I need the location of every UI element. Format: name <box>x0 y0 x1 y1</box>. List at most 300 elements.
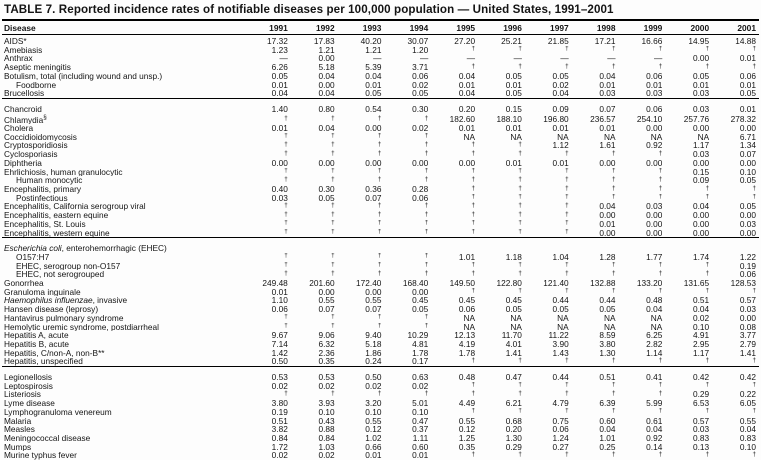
rate-cell: 10.29 <box>384 331 431 340</box>
rate-cell <box>244 168 291 177</box>
rate-cell <box>291 114 338 124</box>
not-notifiable-dagger: † <box>331 314 335 321</box>
not-notifiable-dagger: † <box>472 202 476 209</box>
rate-cell <box>384 150 431 159</box>
rate-cell <box>431 229 478 238</box>
not-notifiable-dagger: † <box>659 288 663 295</box>
rate-cell: 2.95 <box>665 340 712 349</box>
not-notifiable-dagger: † <box>612 451 616 458</box>
table-row <box>2 323 759 332</box>
rate-cell <box>525 288 572 297</box>
rate-cell <box>384 229 431 238</box>
not-notifiable-dagger: † <box>565 270 569 277</box>
not-notifiable-dagger: † <box>752 451 756 458</box>
rate-cell: 1.17 <box>665 141 712 150</box>
rate-cell: 4.79 <box>525 399 572 408</box>
not-notifiable-dagger: † <box>472 211 476 218</box>
disease-label: Foodborne <box>2 81 244 90</box>
rate-cell: 8.59 <box>572 331 619 340</box>
rate-cell: 14.95 <box>665 35 712 46</box>
table-row <box>2 390 759 399</box>
rate-cell: 9.06 <box>291 331 338 340</box>
rate-cell: 11.70 <box>478 331 525 340</box>
rate-cell: 0.53 <box>291 367 338 382</box>
rate-cell <box>384 270 431 279</box>
rate-cell: 0.01 <box>619 81 666 90</box>
table-row <box>2 89 759 98</box>
not-notifiable-dagger: † <box>752 46 756 53</box>
rate-cell: 0.00 <box>619 229 666 238</box>
rate-cell: 0.48 <box>619 296 666 305</box>
rate-cell <box>572 262 619 271</box>
not-notifiable-dagger: † <box>331 202 335 209</box>
not-notifiable-dagger: † <box>518 211 522 218</box>
not-notifiable-dagger: † <box>752 382 756 389</box>
table-row <box>2 399 759 408</box>
rate-cell: 182.60 <box>431 114 478 124</box>
not-notifiable-dagger: † <box>472 270 476 277</box>
rate-cell <box>291 253 338 262</box>
rate-cell <box>291 211 338 220</box>
rate-cell <box>665 270 712 279</box>
rate-cell: 0.03 <box>665 150 712 159</box>
table-row <box>2 211 759 220</box>
rate-cell <box>619 46 666 55</box>
rate-cell: 0.68 <box>478 417 525 426</box>
not-notifiable-dagger: † <box>518 408 522 415</box>
rate-cell <box>431 288 478 297</box>
not-notifiable-dagger: † <box>518 229 522 236</box>
rate-cell <box>525 194 572 203</box>
not-notifiable-dagger: † <box>425 115 429 122</box>
not-notifiable-dagger: † <box>565 390 569 397</box>
rate-cell <box>431 451 478 460</box>
rate-cell <box>619 390 666 399</box>
table-body <box>2 35 759 460</box>
rate-cell: 0.05 <box>478 72 525 81</box>
rate-cell: 0.01 <box>431 124 478 133</box>
rate-cell <box>338 202 385 211</box>
rate-cell: 0.05 <box>665 72 712 81</box>
not-notifiable-dagger: † <box>612 408 616 415</box>
rate-cell <box>478 141 525 150</box>
rate-cell: 0.61 <box>619 417 666 426</box>
rate-cell: 0.00 <box>712 229 759 238</box>
rate-cell <box>619 357 666 366</box>
rate-cell <box>384 220 431 229</box>
rate-cell: 0.00 <box>665 229 712 238</box>
rate-cell <box>572 270 619 279</box>
not-notifiable-dagger: † <box>659 168 663 175</box>
not-notifiable-dagger: † <box>565 46 569 53</box>
rate-cell: 30.07 <box>384 35 431 46</box>
rate-cell: 17.21 <box>572 35 619 46</box>
rate-cell: 1.02 <box>338 434 385 443</box>
rate-cell: 168.40 <box>384 279 431 288</box>
rate-cell: 0.06 <box>712 270 759 279</box>
table-row <box>2 340 759 349</box>
rate-cell: 0.57 <box>712 296 759 305</box>
rate-cell <box>478 176 525 185</box>
rate-cell: 0.19 <box>712 262 759 271</box>
rate-cell: 0.02 <box>384 382 431 391</box>
rate-cell <box>338 270 385 279</box>
rate-cell <box>244 390 291 399</box>
not-notifiable-dagger: † <box>706 262 710 269</box>
header-row <box>2 21 759 35</box>
rate-cell: 0.04 <box>244 89 291 98</box>
rate-cell <box>431 176 478 185</box>
not-notifiable-dagger: † <box>331 270 335 277</box>
rate-cell: 0.01 <box>712 54 759 63</box>
table-row <box>2 114 759 124</box>
rate-cell: 17.83 <box>291 35 338 46</box>
rate-cell: NA <box>431 314 478 323</box>
col-header-year-1998: 1998 <box>572 21 619 35</box>
table-row <box>2 72 759 81</box>
rate-cell: 0.02 <box>291 451 338 460</box>
disease-label: Hepatitis, unspecified <box>2 357 244 366</box>
col-header-year-1995: 1995 <box>431 21 478 35</box>
rate-cell <box>338 229 385 238</box>
rate-cell: 0.00 <box>712 159 759 168</box>
rate-cell: 0.02 <box>384 81 431 90</box>
rate-cell: 9.67 <box>244 331 291 340</box>
rate-cell: 0.06 <box>244 305 291 314</box>
rate-cell: 0.01 <box>478 124 525 133</box>
table-row <box>2 63 759 72</box>
rate-cell <box>384 262 431 271</box>
rate-cell: 0.05 <box>338 89 385 98</box>
not-notifiable-dagger: † <box>284 141 288 148</box>
rate-cell: 2.82 <box>619 340 666 349</box>
not-notifiable-dagger: † <box>612 150 616 157</box>
rate-cell: 1.25 <box>431 434 478 443</box>
table-row <box>2 349 759 358</box>
disease-label: Haemophilus influenzae, invasive <box>2 296 244 305</box>
rate-cell: 0.00 <box>291 159 338 168</box>
rate-cell <box>291 168 338 177</box>
rate-cell: 0.12 <box>431 425 478 434</box>
rate-cell: 1.18 <box>478 253 525 262</box>
rate-cell: 0.03 <box>619 89 666 98</box>
rate-cell <box>478 202 525 211</box>
rate-cell <box>338 141 385 150</box>
rate-cell: NA <box>619 133 666 142</box>
table-row <box>2 253 759 262</box>
rate-cell: 16.66 <box>619 35 666 46</box>
rate-cell <box>338 168 385 177</box>
table-row <box>2 35 759 46</box>
rate-cell <box>478 63 525 72</box>
table-row <box>2 98 759 113</box>
rate-cell: 0.10 <box>665 323 712 332</box>
rate-cell: 0.51 <box>244 417 291 426</box>
disease-label: Meningococcal disease <box>2 434 244 443</box>
not-notifiable-dagger: † <box>565 202 569 209</box>
rate-cell: 1.41 <box>478 349 525 358</box>
not-notifiable-dagger: † <box>659 194 663 201</box>
rate-cell <box>338 253 385 262</box>
rate-cell: 278.32 <box>712 114 759 124</box>
not-notifiable-dagger: † <box>472 288 476 295</box>
rate-cell: 0.25 <box>572 443 619 452</box>
rate-cell: 0.24 <box>338 357 385 366</box>
rate-cell: 4.81 <box>384 340 431 349</box>
rate-cell: 122.80 <box>478 279 525 288</box>
table-row <box>2 434 759 443</box>
rate-cell: NA <box>572 133 619 142</box>
rate-cell: 0.15 <box>478 98 525 113</box>
not-notifiable-dagger: † <box>659 270 663 277</box>
rate-cell <box>525 46 572 55</box>
rate-cell: 0.35 <box>291 357 338 366</box>
rate-cell <box>712 408 759 417</box>
not-notifiable-dagger: † <box>518 390 522 397</box>
rate-cell: 0.00 <box>338 124 385 133</box>
not-notifiable-dagger: † <box>518 194 522 201</box>
rate-cell <box>619 408 666 417</box>
not-notifiable-dagger: † <box>612 262 616 269</box>
not-notifiable-dagger: † <box>425 229 429 236</box>
rate-cell: 188.10 <box>478 114 525 124</box>
not-notifiable-dagger: † <box>472 46 476 53</box>
not-notifiable-dagger: † <box>752 194 756 201</box>
rate-cell: 1.41 <box>712 349 759 358</box>
table-row <box>2 46 759 55</box>
rate-cell: 3.82 <box>244 425 291 434</box>
disease-label: Postinfectious <box>2 194 244 203</box>
rate-cell: 0.01 <box>525 124 572 133</box>
disease-label: Cyclosporiasis <box>2 150 244 159</box>
rate-cell: 0.04 <box>619 305 666 314</box>
rate-cell: 3.80 <box>572 340 619 349</box>
rate-cell: 0.13 <box>665 443 712 452</box>
rate-cell <box>431 194 478 203</box>
disease-label: Murine typhus fever <box>2 451 244 460</box>
rate-cell <box>572 63 619 72</box>
rate-cell <box>384 202 431 211</box>
not-notifiable-dagger: † <box>706 288 710 295</box>
not-notifiable-dagger: † <box>472 382 476 389</box>
table-row <box>2 296 759 305</box>
rate-cell: 0.05 <box>525 305 572 314</box>
rate-cell: 0.83 <box>712 434 759 443</box>
rate-cell: 0.28 <box>384 185 431 194</box>
rate-cell: NA <box>478 323 525 332</box>
rate-cell: 0.00 <box>665 124 712 133</box>
not-notifiable-dagger: † <box>331 150 335 157</box>
not-notifiable-dagger: † <box>752 408 756 415</box>
not-notifiable-dagger: † <box>425 202 429 209</box>
not-notifiable-dagger: † <box>378 150 382 157</box>
rate-cell <box>431 270 478 279</box>
rate-cell: 0.19 <box>244 408 291 417</box>
rate-cell <box>525 229 572 238</box>
rate-cell: 0.47 <box>478 367 525 382</box>
rate-cell: 0.55 <box>338 296 385 305</box>
rate-cell: 0.07 <box>338 194 385 203</box>
rate-cell: 0.03 <box>712 220 759 229</box>
rate-cell: 0.37 <box>384 425 431 434</box>
rate-cell: 0.03 <box>619 202 666 211</box>
rate-cell: 2.36 <box>291 349 338 358</box>
rate-cell <box>478 46 525 55</box>
table-row <box>2 367 759 382</box>
rate-cell: 4.91 <box>665 331 712 340</box>
disease-label: Legionellosis <box>2 367 244 382</box>
not-notifiable-dagger: † <box>425 168 429 175</box>
not-notifiable-dagger: † <box>284 270 288 277</box>
col-header-year-1997: 1997 <box>525 21 572 35</box>
rate-cell: 0.63 <box>384 367 431 382</box>
not-notifiable-dagger: † <box>565 176 569 183</box>
rate-cell: 0.01 <box>572 81 619 90</box>
not-notifiable-dagger: † <box>331 141 335 148</box>
rate-cell: 0.10 <box>384 408 431 417</box>
rate-cell <box>384 176 431 185</box>
rate-cell <box>525 202 572 211</box>
not-notifiable-dagger: † <box>425 262 429 269</box>
rate-cell: NA <box>665 133 712 142</box>
rate-cell: 0.84 <box>291 434 338 443</box>
not-notifiable-dagger: † <box>565 382 569 389</box>
rate-cell <box>478 408 525 417</box>
table-row <box>2 417 759 426</box>
rate-cell: 1.10 <box>244 296 291 305</box>
rate-cell: 0.22 <box>712 390 759 399</box>
rate-cell <box>478 382 525 391</box>
rate-cell <box>572 382 619 391</box>
rate-cell: 0.20 <box>431 98 478 113</box>
rate-cell <box>338 262 385 271</box>
rate-cell: 1.61 <box>572 141 619 150</box>
rate-cell: 11.22 <box>525 331 572 340</box>
rate-cell: 0.02 <box>244 382 291 391</box>
rate-cell: 1.78 <box>384 349 431 358</box>
rate-cell: 0.45 <box>478 296 525 305</box>
rate-cell: 0.06 <box>431 305 478 314</box>
rate-cell: 131.65 <box>665 279 712 288</box>
rate-cell: — <box>338 54 385 63</box>
rate-cell: 0.53 <box>244 367 291 382</box>
disease-label: Ehrlichiosis, human granulocytic <box>2 168 244 177</box>
rate-cell: 0.05 <box>712 202 759 211</box>
table-row <box>2 194 759 203</box>
rate-cell: 4.19 <box>431 340 478 349</box>
not-notifiable-dagger: † <box>518 288 522 295</box>
rate-cell: 128.53 <box>712 279 759 288</box>
rate-cell <box>665 451 712 460</box>
not-notifiable-dagger: † <box>378 176 382 183</box>
not-notifiable-dagger: † <box>752 63 756 70</box>
rate-cell <box>572 46 619 55</box>
col-header-year-2001: 2001 <box>712 21 759 35</box>
rate-cell: 0.00 <box>619 159 666 168</box>
rate-cell: 1.43 <box>525 349 572 358</box>
rate-cell <box>712 185 759 194</box>
rate-cell: 1.34 <box>712 141 759 150</box>
not-notifiable-dagger: † <box>331 115 335 122</box>
rate-cell: 0.04 <box>712 425 759 434</box>
not-notifiable-dagger: † <box>659 262 663 269</box>
not-notifiable-dagger: † <box>612 46 616 53</box>
rate-cell <box>478 229 525 238</box>
rate-cell <box>525 408 572 417</box>
not-notifiable-dagger: † <box>472 63 476 70</box>
not-notifiable-dagger: † <box>378 390 382 397</box>
not-notifiable-dagger: † <box>565 262 569 269</box>
rate-cell <box>431 168 478 177</box>
rate-cell: 0.00 <box>431 159 478 168</box>
disease-label: Gonorrhea <box>2 279 244 288</box>
not-notifiable-dagger: † <box>565 288 569 295</box>
rate-cell <box>244 253 291 262</box>
rate-cell <box>665 288 712 297</box>
rate-cell: 1.77 <box>619 253 666 262</box>
rate-cell <box>244 150 291 159</box>
rate-cell: 0.07 <box>338 305 385 314</box>
disease-label: Malaria <box>2 417 244 426</box>
rate-cell: 132.88 <box>572 279 619 288</box>
rate-cell: 3.71 <box>384 63 431 72</box>
rate-cell <box>619 238 666 253</box>
rate-cell: 0.04 <box>572 72 619 81</box>
rate-cell <box>431 150 478 159</box>
disease-label-italic: Escherichia coli <box>4 243 62 253</box>
rate-cell <box>619 270 666 279</box>
rate-cell <box>572 176 619 185</box>
rate-cell: — <box>619 54 666 63</box>
rate-cell: 0.05 <box>384 89 431 98</box>
rate-cell: NA <box>431 133 478 142</box>
rate-cell: 0.48 <box>431 367 478 382</box>
not-notifiable-dagger: † <box>378 220 382 227</box>
not-notifiable-dagger: † <box>518 150 522 157</box>
rate-cell: 1.01 <box>431 253 478 262</box>
rate-cell <box>572 408 619 417</box>
table-row <box>2 331 759 340</box>
rate-cell <box>478 262 525 271</box>
col-header-year-1996: 1996 <box>478 21 525 35</box>
rate-cell <box>478 288 525 297</box>
rate-cell <box>384 323 431 332</box>
rate-cell <box>338 176 385 185</box>
not-notifiable-dagger: † <box>659 46 663 53</box>
rate-cell <box>291 202 338 211</box>
not-notifiable-dagger: † <box>472 194 476 201</box>
rate-cell: 17.32 <box>244 35 291 46</box>
rate-cell: 0.05 <box>712 89 759 98</box>
not-notifiable-dagger: † <box>518 220 522 227</box>
not-notifiable-dagger: † <box>472 220 476 227</box>
not-notifiable-dagger: † <box>518 270 522 277</box>
col-header-year-2000: 2000 <box>665 21 712 35</box>
rate-cell <box>338 314 385 323</box>
rate-cell <box>291 270 338 279</box>
rate-cell: 6.39 <box>572 399 619 408</box>
rate-cell: 0.00 <box>665 159 712 168</box>
table-row <box>2 443 759 452</box>
rate-cell: 0.04 <box>525 89 572 98</box>
rate-cell <box>712 63 759 72</box>
not-notifiable-dagger: † <box>378 133 382 140</box>
not-notifiable-dagger: † <box>425 390 429 397</box>
rate-cell: 1.03 <box>291 443 338 452</box>
rate-cell: 0.09 <box>525 98 572 113</box>
rate-cell: 0.01 <box>244 288 291 297</box>
table-header <box>2 21 759 35</box>
